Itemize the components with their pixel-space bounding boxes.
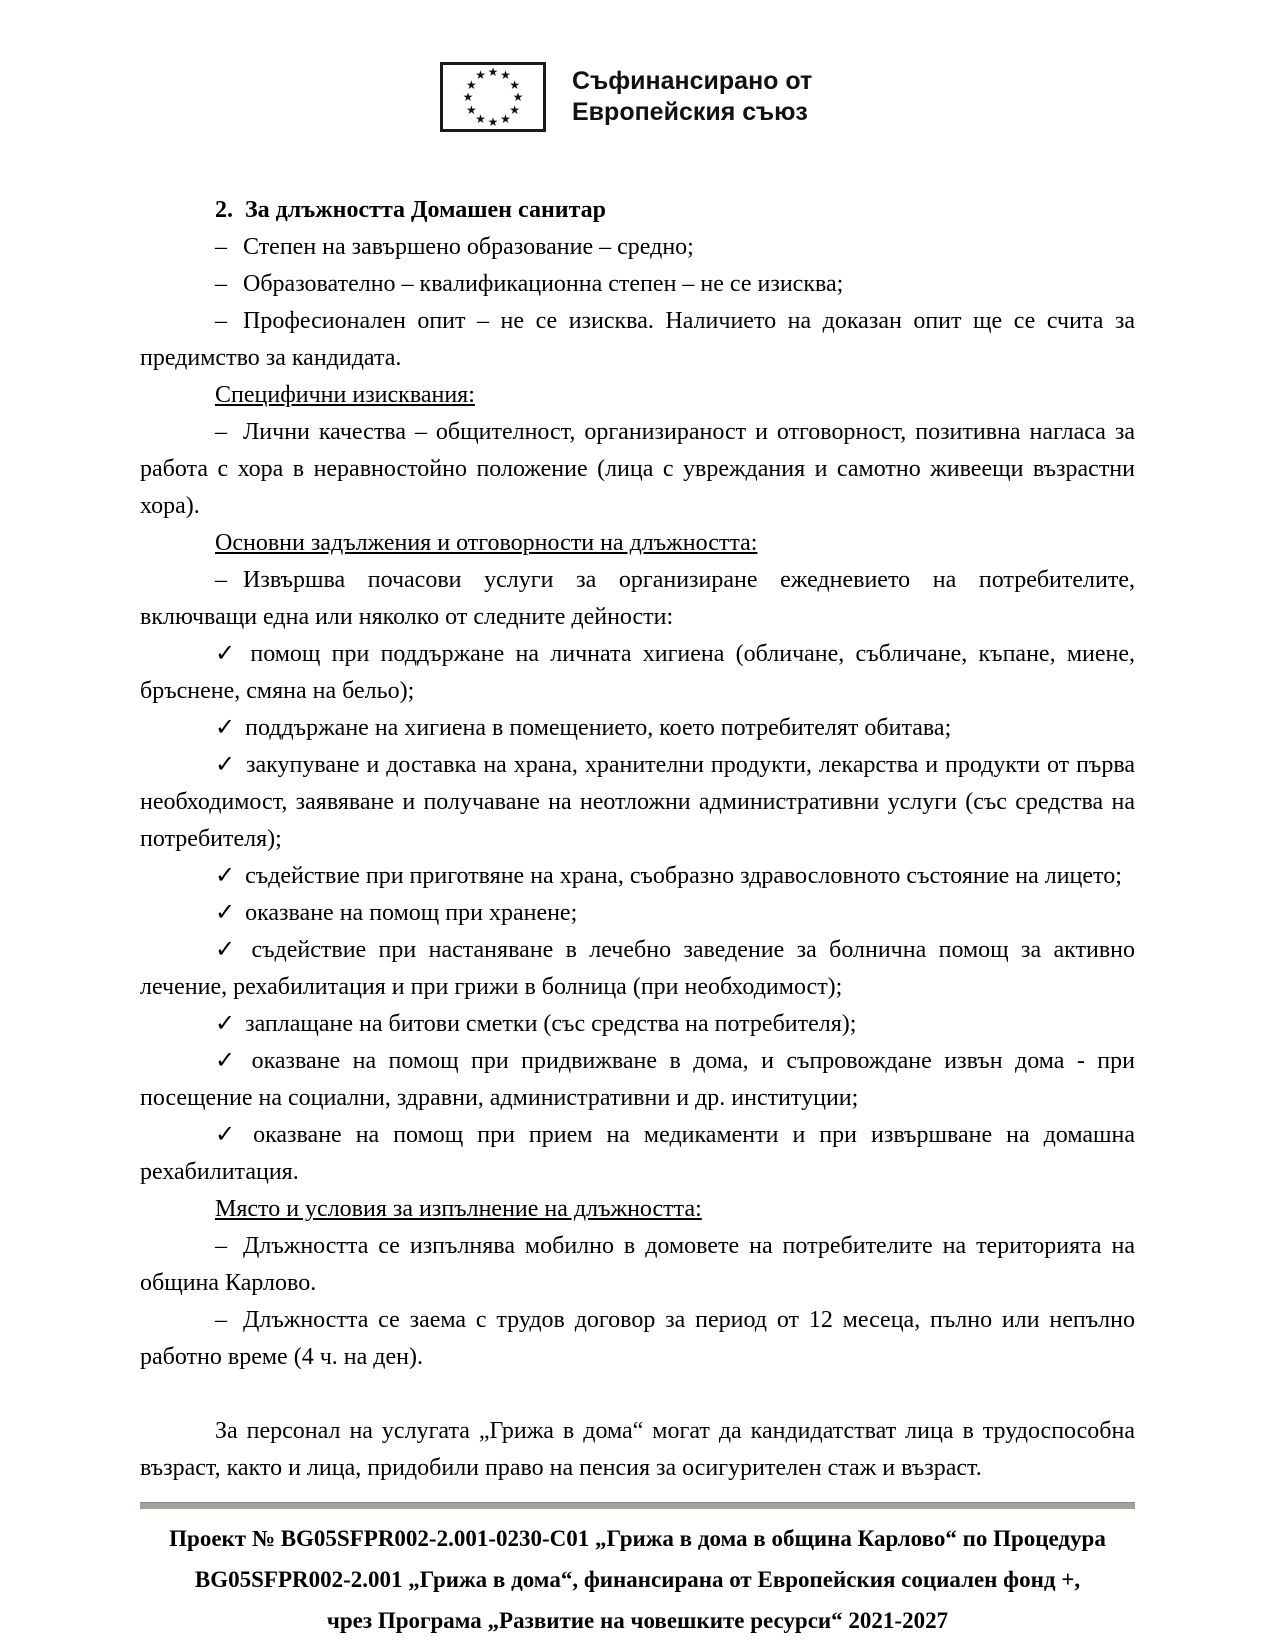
paragraph-check <box>140 747 1135 858</box>
document-header <box>440 62 812 132</box>
check-bullet: ✓ <box>215 1011 236 1037</box>
eu-flag-logo <box>440 62 546 132</box>
paragraph-check <box>140 710 1135 747</box>
paragraph-text: Лични качества – общителност, организираност и отговорност, позитивна нагласа за работа с хора в неравностойно положение (лица с увреждания и самотно живеещи възрастни хора). <box>140 419 1135 519</box>
paragraph-text: поддържане на хигиена в помещението, което потребителят обитава; <box>245 715 952 741</box>
paragraph-text: Специфични изисквания: <box>215 382 475 408</box>
eu-star-icon: ★ <box>512 90 524 104</box>
paragraph-dash <box>140 1302 1135 1376</box>
check-bullet: ✓ <box>215 752 237 778</box>
paragraph-underlined <box>140 377 1135 414</box>
list-number: 2. <box>215 197 233 223</box>
footer-project-text <box>140 1518 1135 1641</box>
paragraph-text: Извършва почасови услуги за организиране ежедневието на потребителите, включващи една или няколко от следните дейности: <box>140 567 1135 630</box>
dash-bullet: – <box>215 271 227 297</box>
paragraph-dash <box>140 303 1135 377</box>
document-footer <box>140 1502 1135 1641</box>
eu-star-icon: ★ <box>500 111 511 126</box>
paragraph-text: съдействие при приготвяне на храна, съобразно здравословното състояние на лицето; <box>245 863 1122 889</box>
paragraph-dash <box>140 229 1135 266</box>
paragraph-check <box>140 636 1135 710</box>
cofinance-text <box>572 66 812 128</box>
document-body <box>140 192 1135 1487</box>
paragraph-text: оказване на помощ при придвижване в дома, и съпровождане извън дома - при посещение на социални, здравни, административни и др. институции; <box>140 1048 1135 1111</box>
check-bullet: ✓ <box>215 937 242 963</box>
eu-star-icon: ★ <box>500 68 511 83</box>
paragraph-text: За длъжността Домашен санитар <box>245 197 607 223</box>
check-bullet: ✓ <box>215 715 236 741</box>
paragraph-text: оказване на помощ при хранене; <box>245 900 578 926</box>
check-bullet: ✓ <box>215 863 236 889</box>
check-bullet: ✓ <box>215 1122 244 1148</box>
footer-line: Проект № BG05SFPR002-2.001-0230-C01 „Грижа в дома в община Карлово“ по Процедура <box>169 1526 1106 1551</box>
paragraph-text: помощ при поддържане на личната хигиена (обличане, събличане, къпане, миене, бръснене, смяна на бельо); <box>140 641 1136 704</box>
check-bullet: ✓ <box>215 900 236 926</box>
paragraph-text: Длъжността се заема с трудов договор за период от 12 месеца, пълно или непълно работно време (4 ч. на ден). <box>140 1307 1135 1370</box>
cofinance-line-1: Съфинансирано от <box>572 67 813 95</box>
paragraph-text: За персонал на услугата „Грижа в дома“ могат да кандидатстват лица в трудоспособна възраст, както и лица, придобили право на пенсия за осигурителен стаж и възраст. <box>140 1418 1135 1481</box>
paragraph-text: Основни задължения и отговорности на длъжността: <box>215 530 758 556</box>
paragraph-dash <box>140 414 1135 525</box>
dash-bullet: – <box>215 419 227 445</box>
paragraph-text: Длъжността се изпълнява мобилно в домовете на потребителите на територията на община Карлово. <box>140 1233 1135 1296</box>
paragraph-text: Професионален опит – не се изисква. Наличието на доказан опит ще се счита за предимство за кандидата. <box>140 308 1135 371</box>
paragraph-plain <box>140 1413 1135 1487</box>
paragraph-check <box>140 932 1135 1006</box>
eu-star-icon: ★ <box>487 115 499 129</box>
paragraph-text: съдействие при настаняване в лечебно заведение за болнична помощ за активно лечение, рехабилитация и при грижи в болница (при необходимост); <box>140 937 1135 1000</box>
footer-line: BG05SFPR002-2.001 „Грижа в дома“, финансирана от Европейския социален фонд +, <box>194 1567 1081 1592</box>
footer-rule <box>140 1502 1135 1509</box>
paragraph-check <box>140 1043 1135 1117</box>
paragraph-text: оказване на помощ при прием на медикаменти и при извършване на домашна рехабилитация. <box>140 1122 1135 1185</box>
dash-bullet: – <box>215 308 227 334</box>
footer-line: чрез Програма „Развитие на човешките ресурси“ 2021-2027 <box>326 1608 949 1633</box>
check-bullet: ✓ <box>215 641 241 667</box>
paragraph-underlined <box>140 1191 1135 1228</box>
paragraph-check <box>140 1117 1135 1191</box>
dash-bullet: – <box>215 234 227 260</box>
cofinance-line-2: Европейския съюз <box>572 98 808 126</box>
eu-star-icon: ★ <box>465 77 477 92</box>
eu-star-icon: ★ <box>509 77 521 92</box>
paragraph-check <box>140 1006 1135 1043</box>
paragraph-dash <box>140 562 1135 636</box>
eu-star-icon: ★ <box>465 102 477 117</box>
paragraph-text: Степен на завършено образование – средно; <box>243 234 694 260</box>
paragraph-dash <box>140 1228 1135 1302</box>
paragraph-text: Образователно – квалификационна степен – не се изисква; <box>243 271 844 297</box>
paragraph-check <box>140 895 1135 932</box>
paragraph-check <box>140 858 1135 895</box>
paragraph-dash <box>140 266 1135 303</box>
paragraph-text: закупуване и доставка на храна, хранителни продукти, лекарства и продукти от първа необходимост, заявяване и получаване на неотложни административни услуги (със средства на потребителя); <box>140 752 1136 852</box>
paragraph-heading <box>140 192 1135 229</box>
eu-star-icon: ★ <box>475 111 486 126</box>
eu-star-icon: ★ <box>475 68 486 83</box>
eu-star-icon: ★ <box>487 65 499 79</box>
eu-star-icon: ★ <box>509 102 521 117</box>
dash-bullet: – <box>215 1233 227 1259</box>
eu-star-icon: ★ <box>462 90 474 104</box>
paragraph-text: Място и условия за изпълнение на длъжността: <box>215 1196 702 1222</box>
check-bullet: ✓ <box>215 1048 242 1074</box>
paragraph-underlined <box>140 525 1135 562</box>
paragraph-text: заплащане на битови сметки (със средства на потребителя); <box>245 1011 857 1037</box>
dash-bullet: – <box>215 567 227 593</box>
dash-bullet: – <box>215 1307 227 1333</box>
